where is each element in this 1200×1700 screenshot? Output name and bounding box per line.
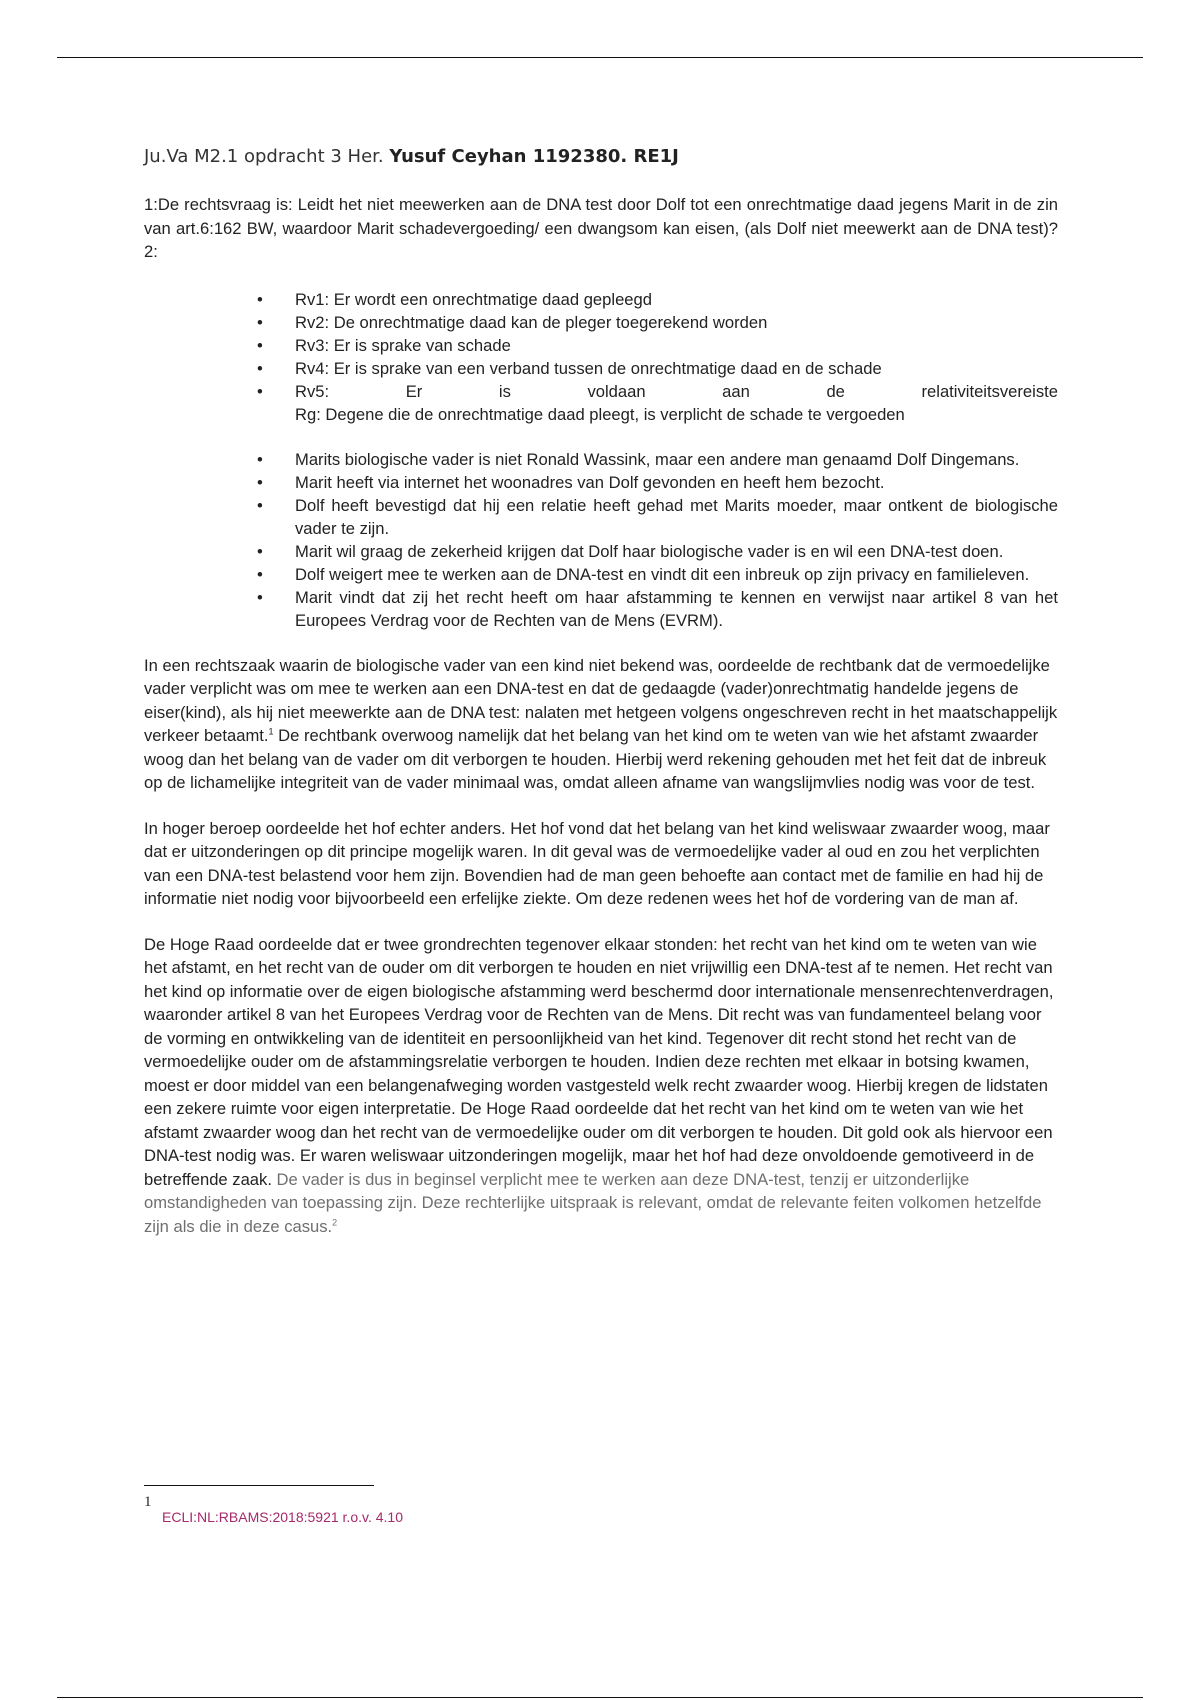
- document-title: [144, 146, 1058, 167]
- paragraph-grey-text: De vader is dus in beginsel verplicht mee te werken aan deze DNA-test, tenzij er uitzonderlijke omstandigheden van toepassing zijn. Deze rechterlijke uitspraak is relevant, omdat de relevante feiten volkomen hetzelfde zijn als die in deze casus.: [144, 1169, 1042, 1236]
- paragraph-text: In een rechtszaak waarin de biologische vader van een kind niet bekend was, oordeelde de rechtbank dat de vermoedelijke vader verplicht was om mee te werken aan een DNA-test en dat de gedaagde (vader)onrechtmatig handelde jegens de eiser(kind), als hij niet meewerkte aan de DNA test: nalaten met hetgeen volgens ongeschreven recht in het maatschappelijk verkeer betaamt.: [144, 655, 1058, 745]
- fact-item: • Marits biologische vader is niet Ronald Wassink, maar een andere man genaamd Dolf Dingemans.: [144, 448, 1058, 471]
- footnote: [144, 1494, 403, 1529]
- requirement-item: • Rv4: Er is sprake van een verband tussen de onrechtmatige daad en de schade: [144, 357, 1058, 380]
- document-body: [144, 146, 1058, 1238]
- footer-rule: [57, 1697, 1143, 1698]
- header-rule: [57, 57, 1143, 58]
- requirement-item: • Rv3: Er is sprake van schade: [144, 334, 1058, 357]
- facts-list: [144, 448, 1058, 632]
- footnote-ref[interactable]: 1: [268, 726, 274, 737]
- title-author: Yusuf Ceyhan 1192380. RE1J: [389, 146, 679, 167]
- paragraph-district-court: [144, 654, 1058, 795]
- paragraph-court-of-appeal: In hoger beroep oordeelde het hof echter anders. Het hof vond dat het belang van het kind weliswaar zwaarder woog, maar dat er uitzonderingen op dit principe mogelijk waren. In dit geval was de vermoedelijke vader al oud en zou het verplichten van een DNA-test belastend voor hem zijn. Bovendien had de man geen behoefte aan contact met de familie en had hij de informatie niet nodig voor bijvoorbeeld een erfelijke ziekte. Om deze redenen wees het hof de vordering van de man af.: [144, 818, 1050, 908]
- paragraph-text: De Hoge Raad oordeelde dat er twee grondrechten tegenover elkaar stonden: het recht van het kind om te weten van wie het afstamt, en het recht van de ouder om dit verborgen te houden en niet vrijwillig een DNA-test af te nemen. Het recht van het kind op informatie over de eigen biologische afstamming werd beschermd door internationale mensenrechtenverdragen, waaronder artikel 8 van het Europees Verdrag voor de Rechten van de Mens. Dit recht was van fundamenteel belang voor de vorming en ontwikkeling van de identiteit en persoonlijkheid van het kind. Tegenover dit recht stond het recht van de vermoedelijke ouder om de afstammingsrelatie verborgen te houden. Indien deze rechten met elkaar in botsing kwamen, moest er door middel van een belangenafweging worden vastgesteld welk recht zwaarder woog. Hierbij kregen de lidstaten een zekere ruimte voor eigen interpretatie. De Hoge Raad oordeelde dat het recht van het kind om te weten van wie het afstamt zwaarder woog dan het recht van de vermoedelijke ouder om dit verborgen te houden. Dit gold ook als hiervoor een DNA-test nodig was. Er waren weliswaar uitzonderingen mogelijk, maar het hof had deze onvoldoende gemotiveerd in de betreffende zaak.: [144, 934, 1054, 1189]
- fact-item: • Dolf weigert mee te werken aan de DNA-test en vindt dit een inbreuk op zijn privacy en familieleven.: [144, 563, 1058, 586]
- fact-item: • Marit vindt dat zij het recht heeft om haar afstamming te kennen en verwijst naar artikel 8 van het Europees Verdrag voor de Rechten van de Mens (EVRM).: [144, 586, 1058, 632]
- paragraph-supreme-court: [144, 933, 1058, 1239]
- requirement-item: • Rv2: De onrechtmatige daad kan de pleger toegerekend worden: [144, 311, 1058, 334]
- requirement-item: [144, 380, 1058, 426]
- requirement-5-text: Rv5: Er is voldaan aan de relativiteitsvereiste: [295, 381, 1058, 401]
- title-plain: Ju.Va M2.1 opdracht 3 Her.: [144, 146, 384, 167]
- requirements-list: [144, 288, 1058, 426]
- footnote-citation-link[interactable]: ECLI:NL:RBAMS:2018:5921 r.o.v. 4.10: [162, 1509, 403, 1525]
- footnote-separator: [144, 1485, 374, 1486]
- fact-item: • Marit heeft via internet het woonadres van Dolf gevonden en heeft hem bezocht.: [144, 471, 1058, 494]
- fact-item: • Marit wil graag de zekerheid krijgen dat Dolf haar biologische vader is en wil een DNA-test doen.: [144, 540, 1058, 563]
- paragraph-text: De rechtbank overwoog namelijk dat het belang van het kind om te weten van wie het afstamt zwaarder woog dan het belang van de vader om dit verborgen te houden. Hierbij werd rekening gehouden met het feit dat de inbreuk op de lichamelijke integriteit van de vader minimaal was, omdat alleen afname van wangslijmvlies nodig was voor de test.: [144, 726, 1047, 792]
- requirement-item: • Rv1: Er wordt een onrechtmatige daad gepleegd: [144, 288, 1058, 311]
- legal-question: 1:De rechtsvraag is: Leidt het niet meewerken aan de DNA test door Dolf tot een onrechtmatige daad jegens Marit in de zin van art.6:162 BW, waardoor Marit schadevergoeding/ een dwangsom kan eisen, (als Dolf niet meewerkt aan de DNA test)? 2:: [144, 195, 1058, 261]
- legal-rule: Rg: Degene die de onrechtmatige daad pleegt, is verplicht de schade te vergoeden: [295, 404, 905, 424]
- footnote-number: 1: [144, 1494, 152, 1510]
- footnote-ref[interactable]: 2: [332, 1216, 338, 1227]
- fact-item: • Dolf heeft bevestigd dat hij een relatie heeft gehad met Marits moeder, maar ontkent de biologische vader te zijn.: [144, 494, 1058, 540]
